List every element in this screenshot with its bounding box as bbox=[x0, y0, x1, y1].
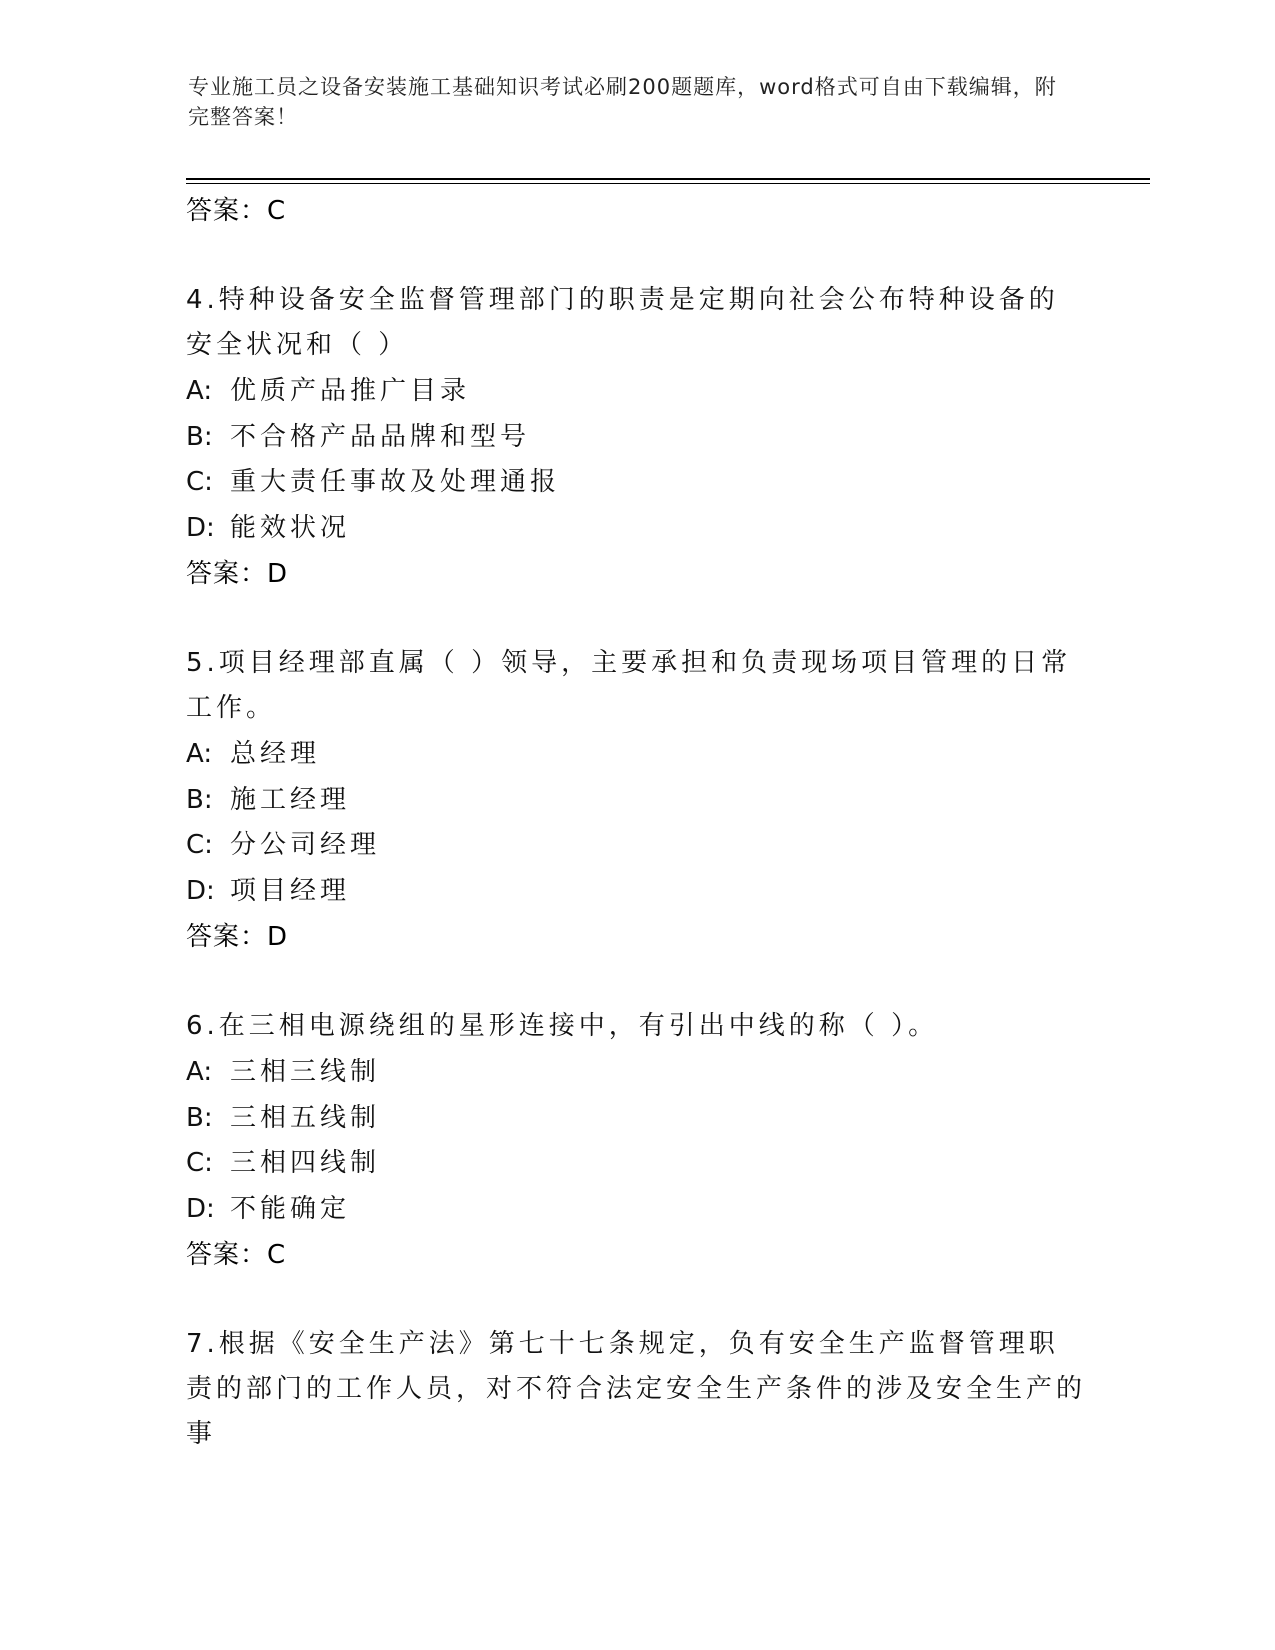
spacer bbox=[186, 597, 1086, 641]
option-c bbox=[186, 823, 1086, 869]
option-key: A: bbox=[186, 1057, 213, 1087]
option-d bbox=[186, 869, 1086, 915]
spacer bbox=[186, 1278, 1086, 1322]
answer-line: 答案：D bbox=[186, 559, 289, 589]
option-key: B: bbox=[186, 1102, 213, 1133]
option-text: 总经理 bbox=[230, 739, 321, 769]
option-text: 优质产品推广目录 bbox=[230, 376, 471, 406]
option-a bbox=[186, 369, 1086, 415]
page-header: 专业施工员之设备安装施工基础知识考试必刷200题题库，word格式可自由下载编辑，附完整答案！ bbox=[188, 75, 1057, 129]
option-key: A: bbox=[186, 376, 213, 406]
header-divider-thin bbox=[186, 183, 1150, 184]
option-text: 不合格产品品牌和型号 bbox=[230, 421, 531, 452]
option-a bbox=[186, 1050, 1086, 1096]
answer-line: 答案：C bbox=[186, 1240, 287, 1270]
option-key: D: bbox=[186, 512, 215, 543]
option-b bbox=[186, 1096, 1086, 1142]
option-key: D: bbox=[186, 1193, 215, 1224]
option-text: 施工经理 bbox=[230, 784, 351, 815]
option-text: 能效状况 bbox=[230, 512, 351, 543]
option-text: 不能确定 bbox=[230, 1193, 351, 1224]
option-d bbox=[186, 506, 1086, 552]
option-key: C: bbox=[186, 830, 213, 860]
option-text: 三相三线制 bbox=[230, 1057, 381, 1087]
spacer bbox=[186, 960, 1086, 1004]
option-key: B: bbox=[186, 784, 213, 815]
option-key: C: bbox=[186, 1148, 213, 1178]
option-d bbox=[186, 1187, 1086, 1233]
option-key: C: bbox=[186, 467, 213, 497]
question-list bbox=[186, 188, 1086, 1458]
header-divider-thick bbox=[186, 178, 1150, 180]
question-text: 6.在三相电源绕组的星形连接中，有引出中线的称（ ）。 bbox=[186, 1011, 939, 1041]
option-c bbox=[186, 1141, 1086, 1187]
question-text: 4.特种设备安全监督管理部门的职责是定期向社会公布特种设备的安全状况和（ ） bbox=[186, 285, 1059, 360]
question-text: 5.项目经理部直属（ ）领导，主要承担和负责现场项目管理的日常工作。 bbox=[186, 648, 1072, 723]
option-text: 分公司经理 bbox=[230, 830, 381, 860]
question-text: 7.根据《安全生产法》第七十七条规定，负有安全生产监督管理职责的部门的工作人员，对不符合法定安全生产条件的涉及安全生产的事 bbox=[186, 1329, 1087, 1449]
option-key: B: bbox=[186, 421, 213, 452]
option-b bbox=[186, 415, 1086, 461]
option-c bbox=[186, 460, 1086, 506]
spacer bbox=[186, 234, 1086, 278]
option-a bbox=[186, 732, 1086, 778]
option-key: D: bbox=[186, 875, 215, 906]
answer-line: 答案：C bbox=[186, 196, 287, 226]
option-text: 三相五线制 bbox=[230, 1102, 381, 1133]
option-text: 重大责任事故及处理通报 bbox=[230, 467, 561, 497]
option-b bbox=[186, 778, 1086, 824]
option-text: 三相四线制 bbox=[230, 1148, 381, 1178]
option-text: 项目经理 bbox=[230, 875, 351, 906]
answer-line: 答案：D bbox=[186, 922, 289, 952]
option-key: A: bbox=[186, 739, 213, 769]
